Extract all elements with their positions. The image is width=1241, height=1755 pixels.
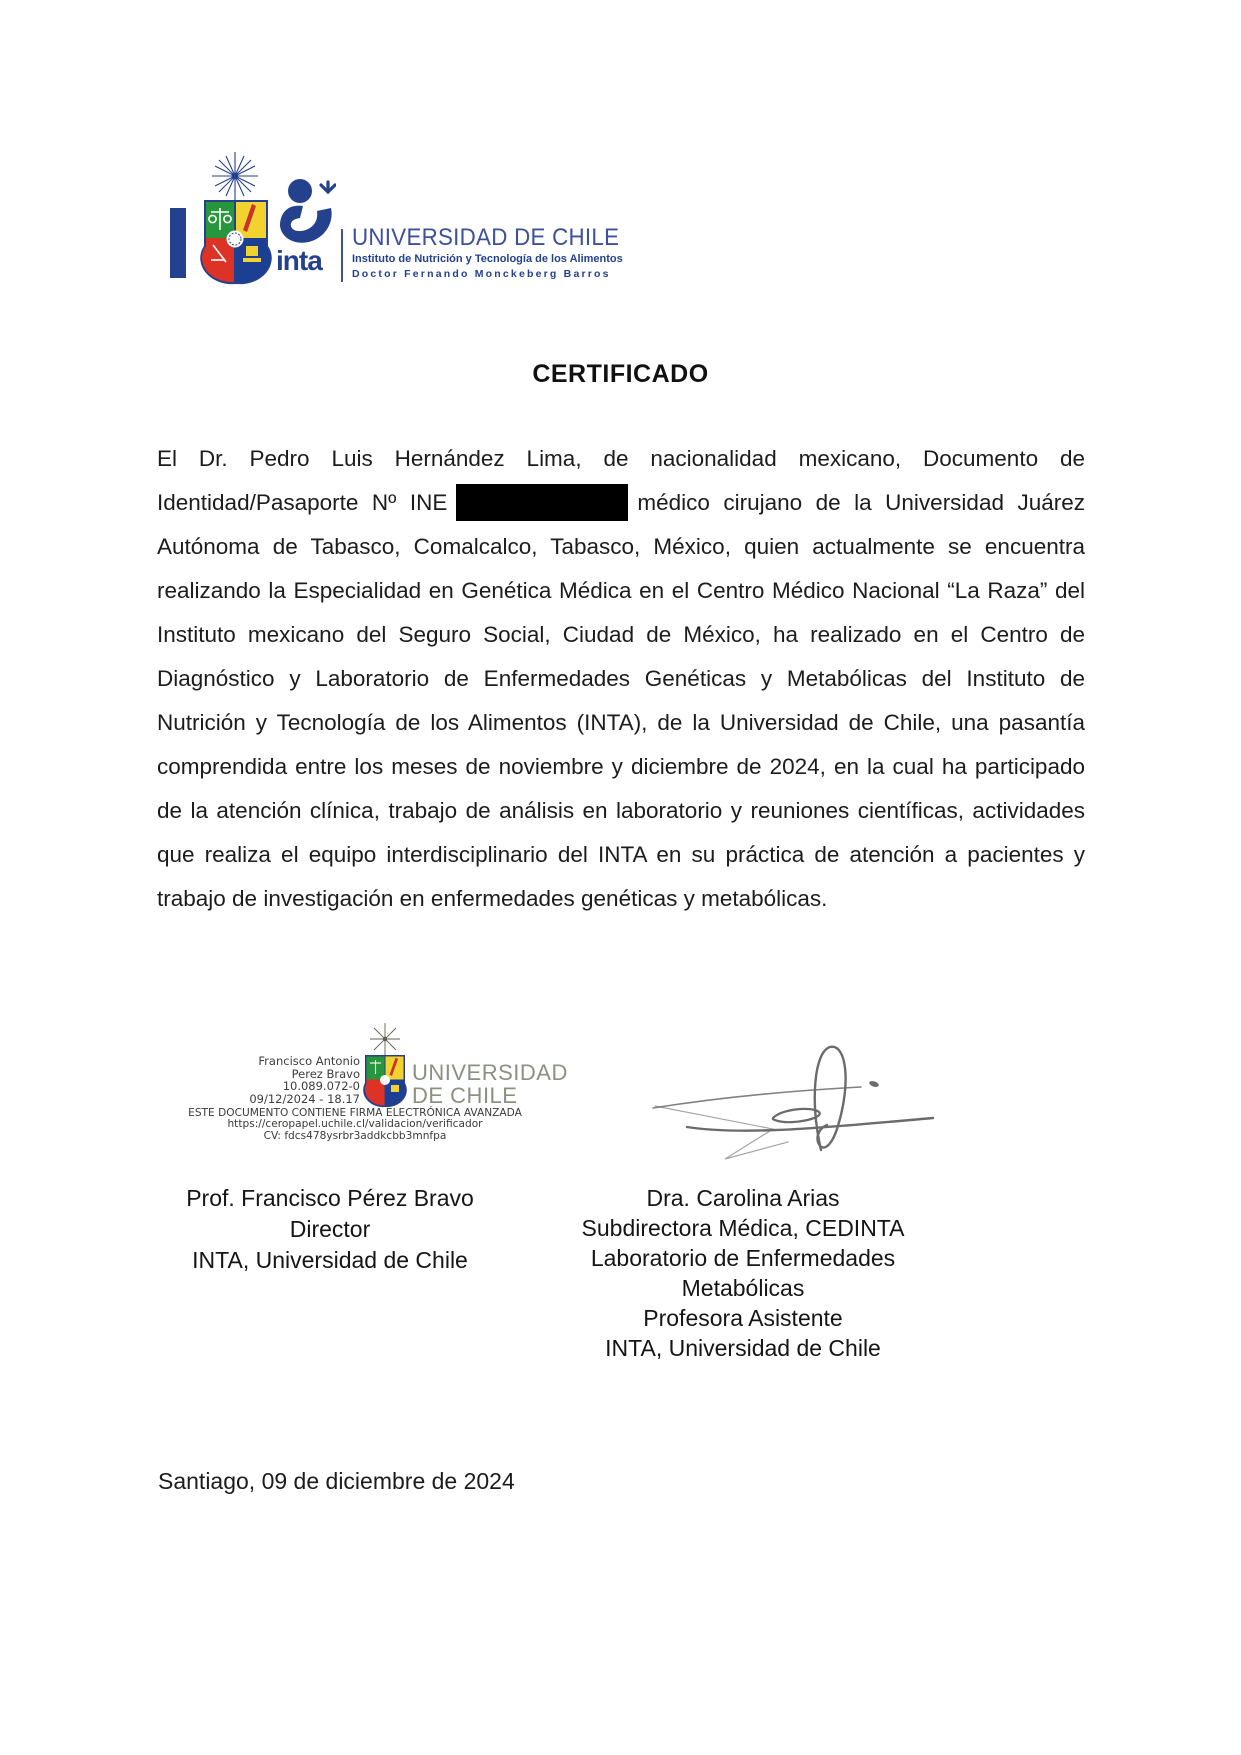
- stamp-footer-block: [188, 1108, 522, 1142]
- left-signatory-name: Prof. Francisco Pérez Bravo: [186, 1185, 474, 1211]
- logo-divider: [341, 229, 343, 282]
- place-and-date: Santiago, 09 de diciembre de 2024: [158, 1468, 515, 1494]
- star-icon: [212, 152, 258, 200]
- handwritten-signature: [625, 1030, 945, 1170]
- left-signatory-institution: INTA, Universidad de Chile: [192, 1247, 468, 1273]
- stamp-datetime: 09/12/2024 - 18.17: [249, 1091, 360, 1106]
- body-text-part1: El Dr. Pedro Luis Hernández Lima, de nacionalidad mexicano, Documento de Identidad/Pasaporte Nº INE: [157, 446, 1085, 515]
- body-text-part2: médico cirujano de la Universidad Juárez Autónoma de Tabasco, Comalcalco, Tabasco, México, quien actualmente se encuentra realizando la Especialidad en Genética Médica en el Centro Médico Nacional “La Raza” del Instituto mexicano del Seguro Social, Ciudad de México, ha realizado en el Centro de Diagnóstico y Laboratorio de Enfermedades Genéticas y Metabólicas del Instituto de Nutrición y Tecnología de los Alimentos (INTA), de la Universidad de Chile, una pasantía comprendida entre los meses de noviembre y diciembre de 2024, en la cual ha participado de la atención clínica, trabajo de análisis en laboratorio y reuniones científicas, actividades que realiza el equipo interdisciplinario del INTA en su práctica de atención a pacientes y trabajo de investigación en enfermedades genéticas y metabólicas.: [157, 490, 1085, 911]
- stamp-signer-rut: 10.089.072-0: [282, 1079, 360, 1094]
- stamp-signer-last-name: Perez Bravo: [291, 1066, 360, 1081]
- right-signatory-role: Subdirectora Médica, CEDINTA: [581, 1215, 905, 1241]
- right-signatory-title: Profesora Asistente: [643, 1305, 843, 1331]
- stamp-verification-url: https://ceropapel.uchile.cl/validacion/verificador: [227, 1118, 483, 1131]
- institute-name: Instituto de Nutrición y Tecnología de los Alimentos: [352, 253, 623, 265]
- right-signatory-institution: INTA, Universidad de Chile: [605, 1335, 881, 1361]
- stamp-signer-block: [188, 1055, 360, 1105]
- stamp-cv-code: CV: fdcs478ysrbr3addkcbb3mnfpa: [263, 1129, 447, 1142]
- right-signatory-name: Dra. Carolina Arias: [646, 1185, 840, 1211]
- right-signatory-lab: Laboratorio de Enfermedades Metabólicas: [590, 1245, 896, 1301]
- logo-blue-bar: [170, 208, 186, 278]
- institute-director-name: Doctor Fernando Monckeberg Barros: [352, 268, 611, 280]
- stamp-university-wordmark: [412, 1061, 568, 1107]
- stamp-notice: ESTE DOCUMENTO CONTIENE FIRMA ELECTRÓNICA AVANZADA: [188, 1107, 522, 1119]
- stamp-shield-icon: [362, 1022, 408, 1108]
- inta-wordmark: inta: [276, 245, 322, 276]
- stamp-signer-first-name: Francisco Antonio: [258, 1054, 360, 1068]
- left-signatory-role: Director: [289, 1216, 371, 1242]
- sprout-icon: [321, 182, 335, 192]
- uchile-shield-icon: [198, 150, 274, 286]
- stamp-brand-line2: DE CHILE: [412, 1083, 518, 1108]
- right-signatory-block: [540, 1183, 946, 1363]
- certificate-title: CERTIFICADO: [532, 360, 709, 388]
- university-name: UNIVERSIDAD DE CHILE: [352, 224, 620, 251]
- inta-figure-icon: [276, 178, 336, 248]
- certificate-body: [157, 437, 1085, 921]
- left-signatory-block: [150, 1183, 510, 1276]
- redaction-box: [456, 484, 628, 521]
- stamp-brand-line1: UNIVERSIDAD: [412, 1060, 568, 1085]
- stamp-star-icon: [370, 1023, 400, 1055]
